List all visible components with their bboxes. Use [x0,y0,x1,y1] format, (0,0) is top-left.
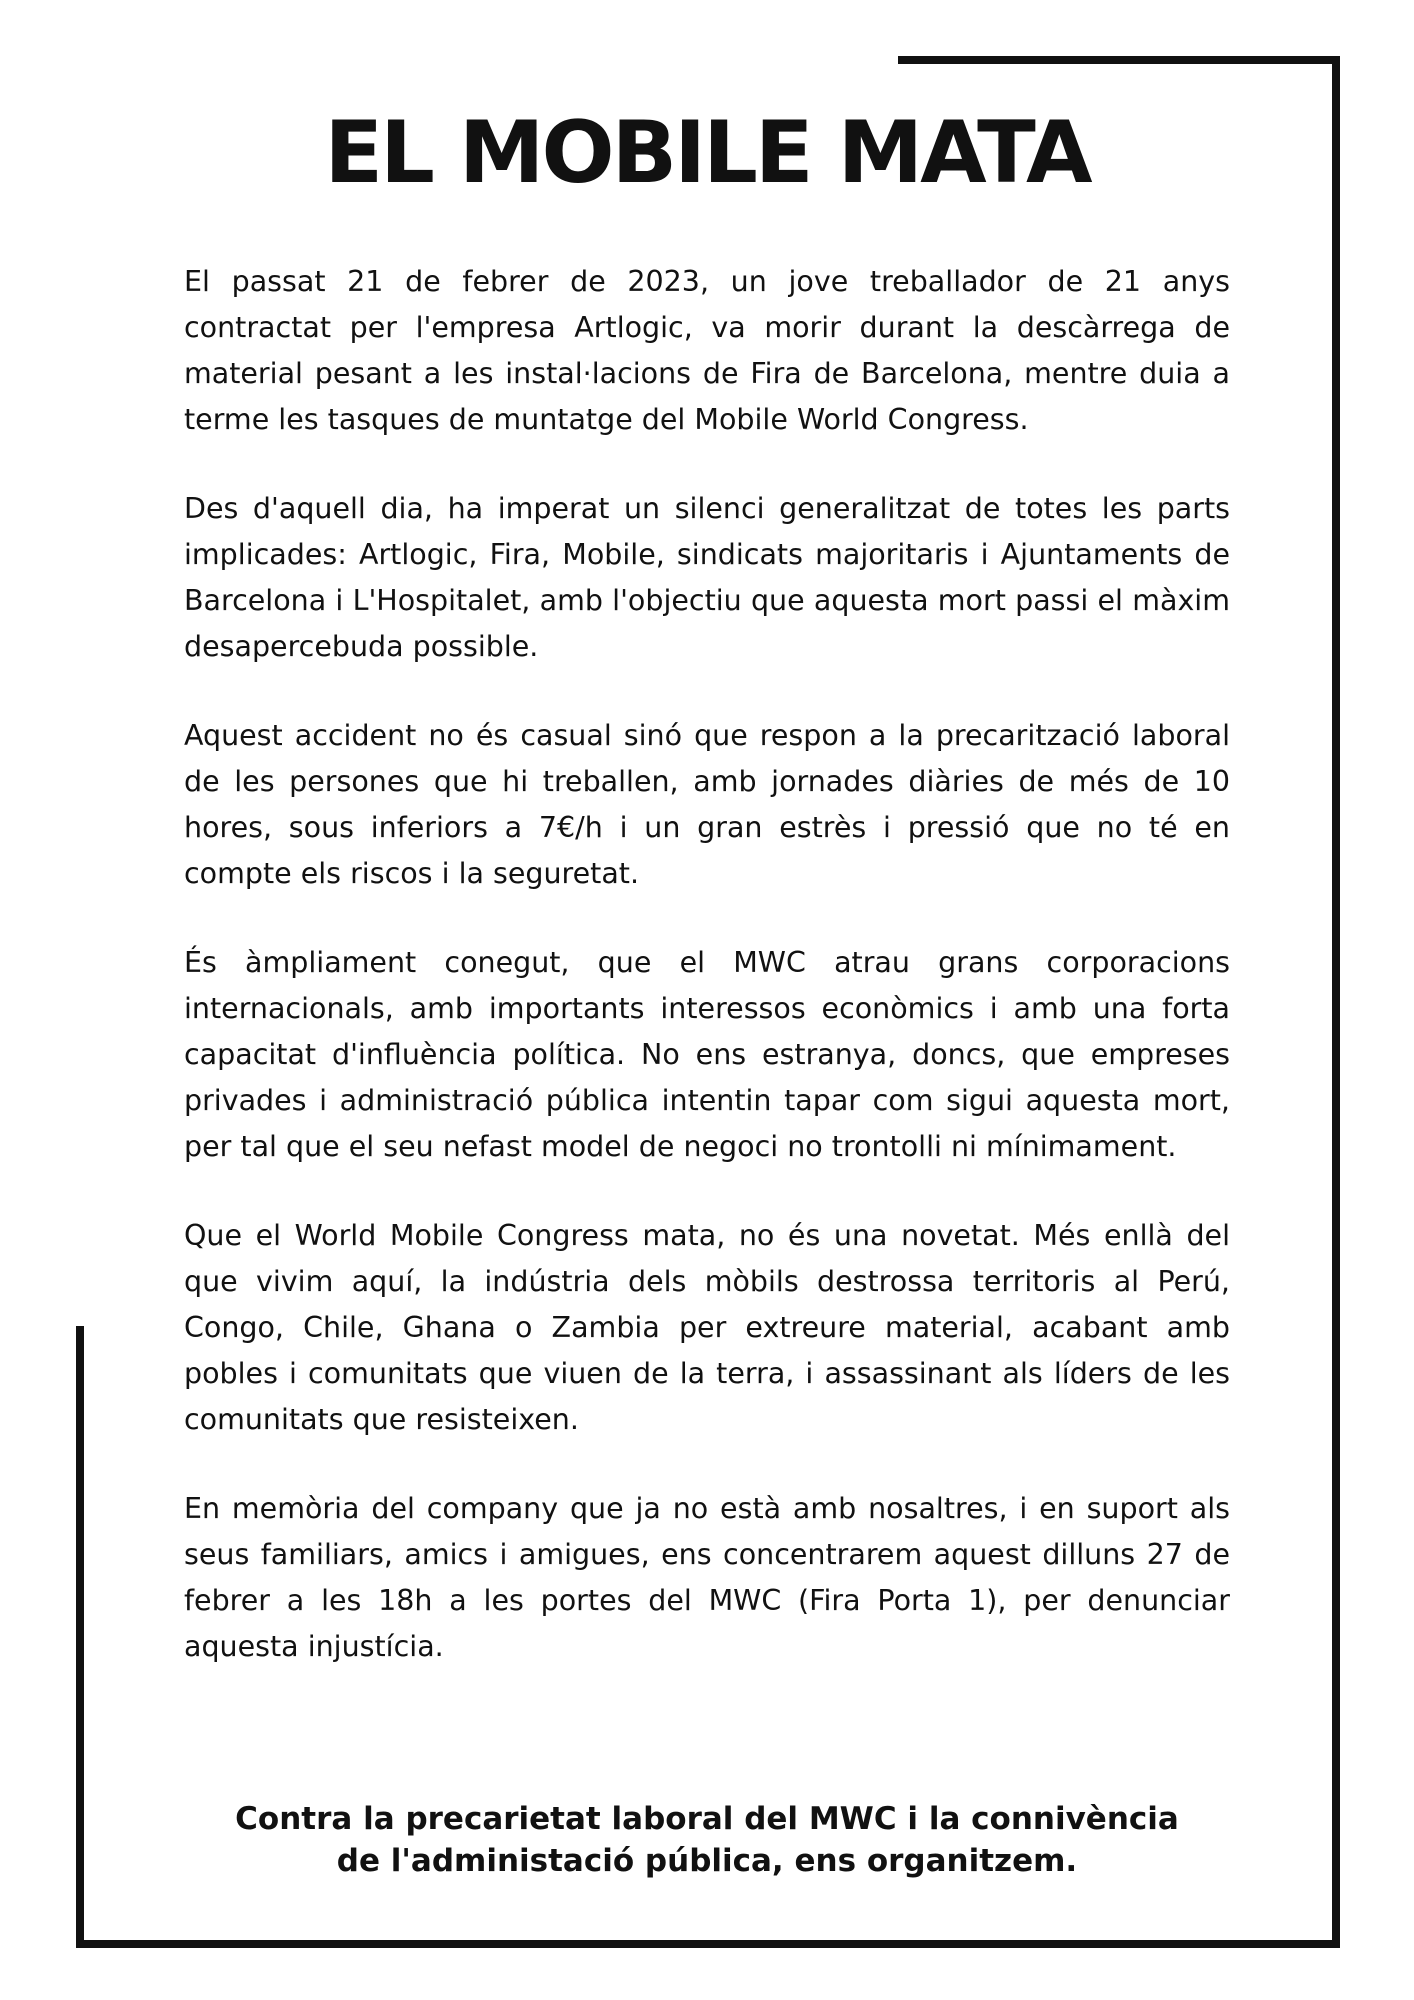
frame-top-border [898,56,1340,64]
body-text [184,259,1230,1713]
paragraph-incident: El passat 21 de febrer de 2023, un jove treballador de 21 anys contractat per l'empresa Artlogic, va morir durant la descàrrega de material pesant a les instal·lacions de Fira de Barcelona, mentre duia a terme les tasques de muntatge del Mobile World Congress. [184,265,1230,436]
closing-slogan [150,1798,1264,1882]
frame-right-border [1332,56,1340,1946]
frame-bottom-border [76,1940,1340,1948]
paragraph-mwc-influence: És àmpliament conegut, que el MWC atrau grans corporacions internacionals, amb importants interessos econòmics i amb una forta capacitat d'influència política. No ens estranya, doncs, que empreses privades i administració pública intentin tapar com sigui aquesta mort, per tal que el seu nefast model de negoci no trontolli ni mínimament. [184,946,1230,1163]
paragraph-mobile-industry: Que el World Mobile Congress mata, no és una novetat. Més enllà del que vivim aquí, la indústria dels mòbils destrossa territoris al Perú, Congo, Chile, Ghana o Zambia per extreure material, acabant amb pobles i comunitats que viuen de la terra, i assassinant als líders de les comunitats que resisteixen. [184,1219,1230,1436]
frame-left-border [76,1326,84,1948]
paragraph-memorial: En memòria del company que ja no està amb nosaltres, i en suport als seus familiars, amics i amigues, ens concentrarem aquest dilluns 27 de febrer a les 18h a les portes del MWC (Fira Porta 1), per denunciar aquesta injustícia. [184,1492,1230,1663]
closing-slogan-line-2: de l'administació pública, ens organitzem. [336,1843,1078,1879]
paragraph-precarity: Aquest accident no és casual sinó que respon a la precarització laboral de les persones que hi treballen, amb jornades diàries de més de 10 hores, sous inferiors a 7€/h i un gran estrès i pressió que no té en compte els riscos i la seguretat. [184,719,1230,890]
closing-slogan-line-1: Contra la precarietat laboral del MWC i la connivència [235,1801,1179,1837]
page-title: EL MOBILE MATA [324,103,1090,203]
paragraph-silence: Des d'aquell dia, ha imperat un silenci generalitzat de totes les parts implicades: Artlogic, Fira, Mobile, sindicats majoritaris i Ajuntaments de Barcelona i L'Hospitalet, amb l'objectiu que aquesta mort passi el màxim desapercebuda possible. [184,492,1230,663]
